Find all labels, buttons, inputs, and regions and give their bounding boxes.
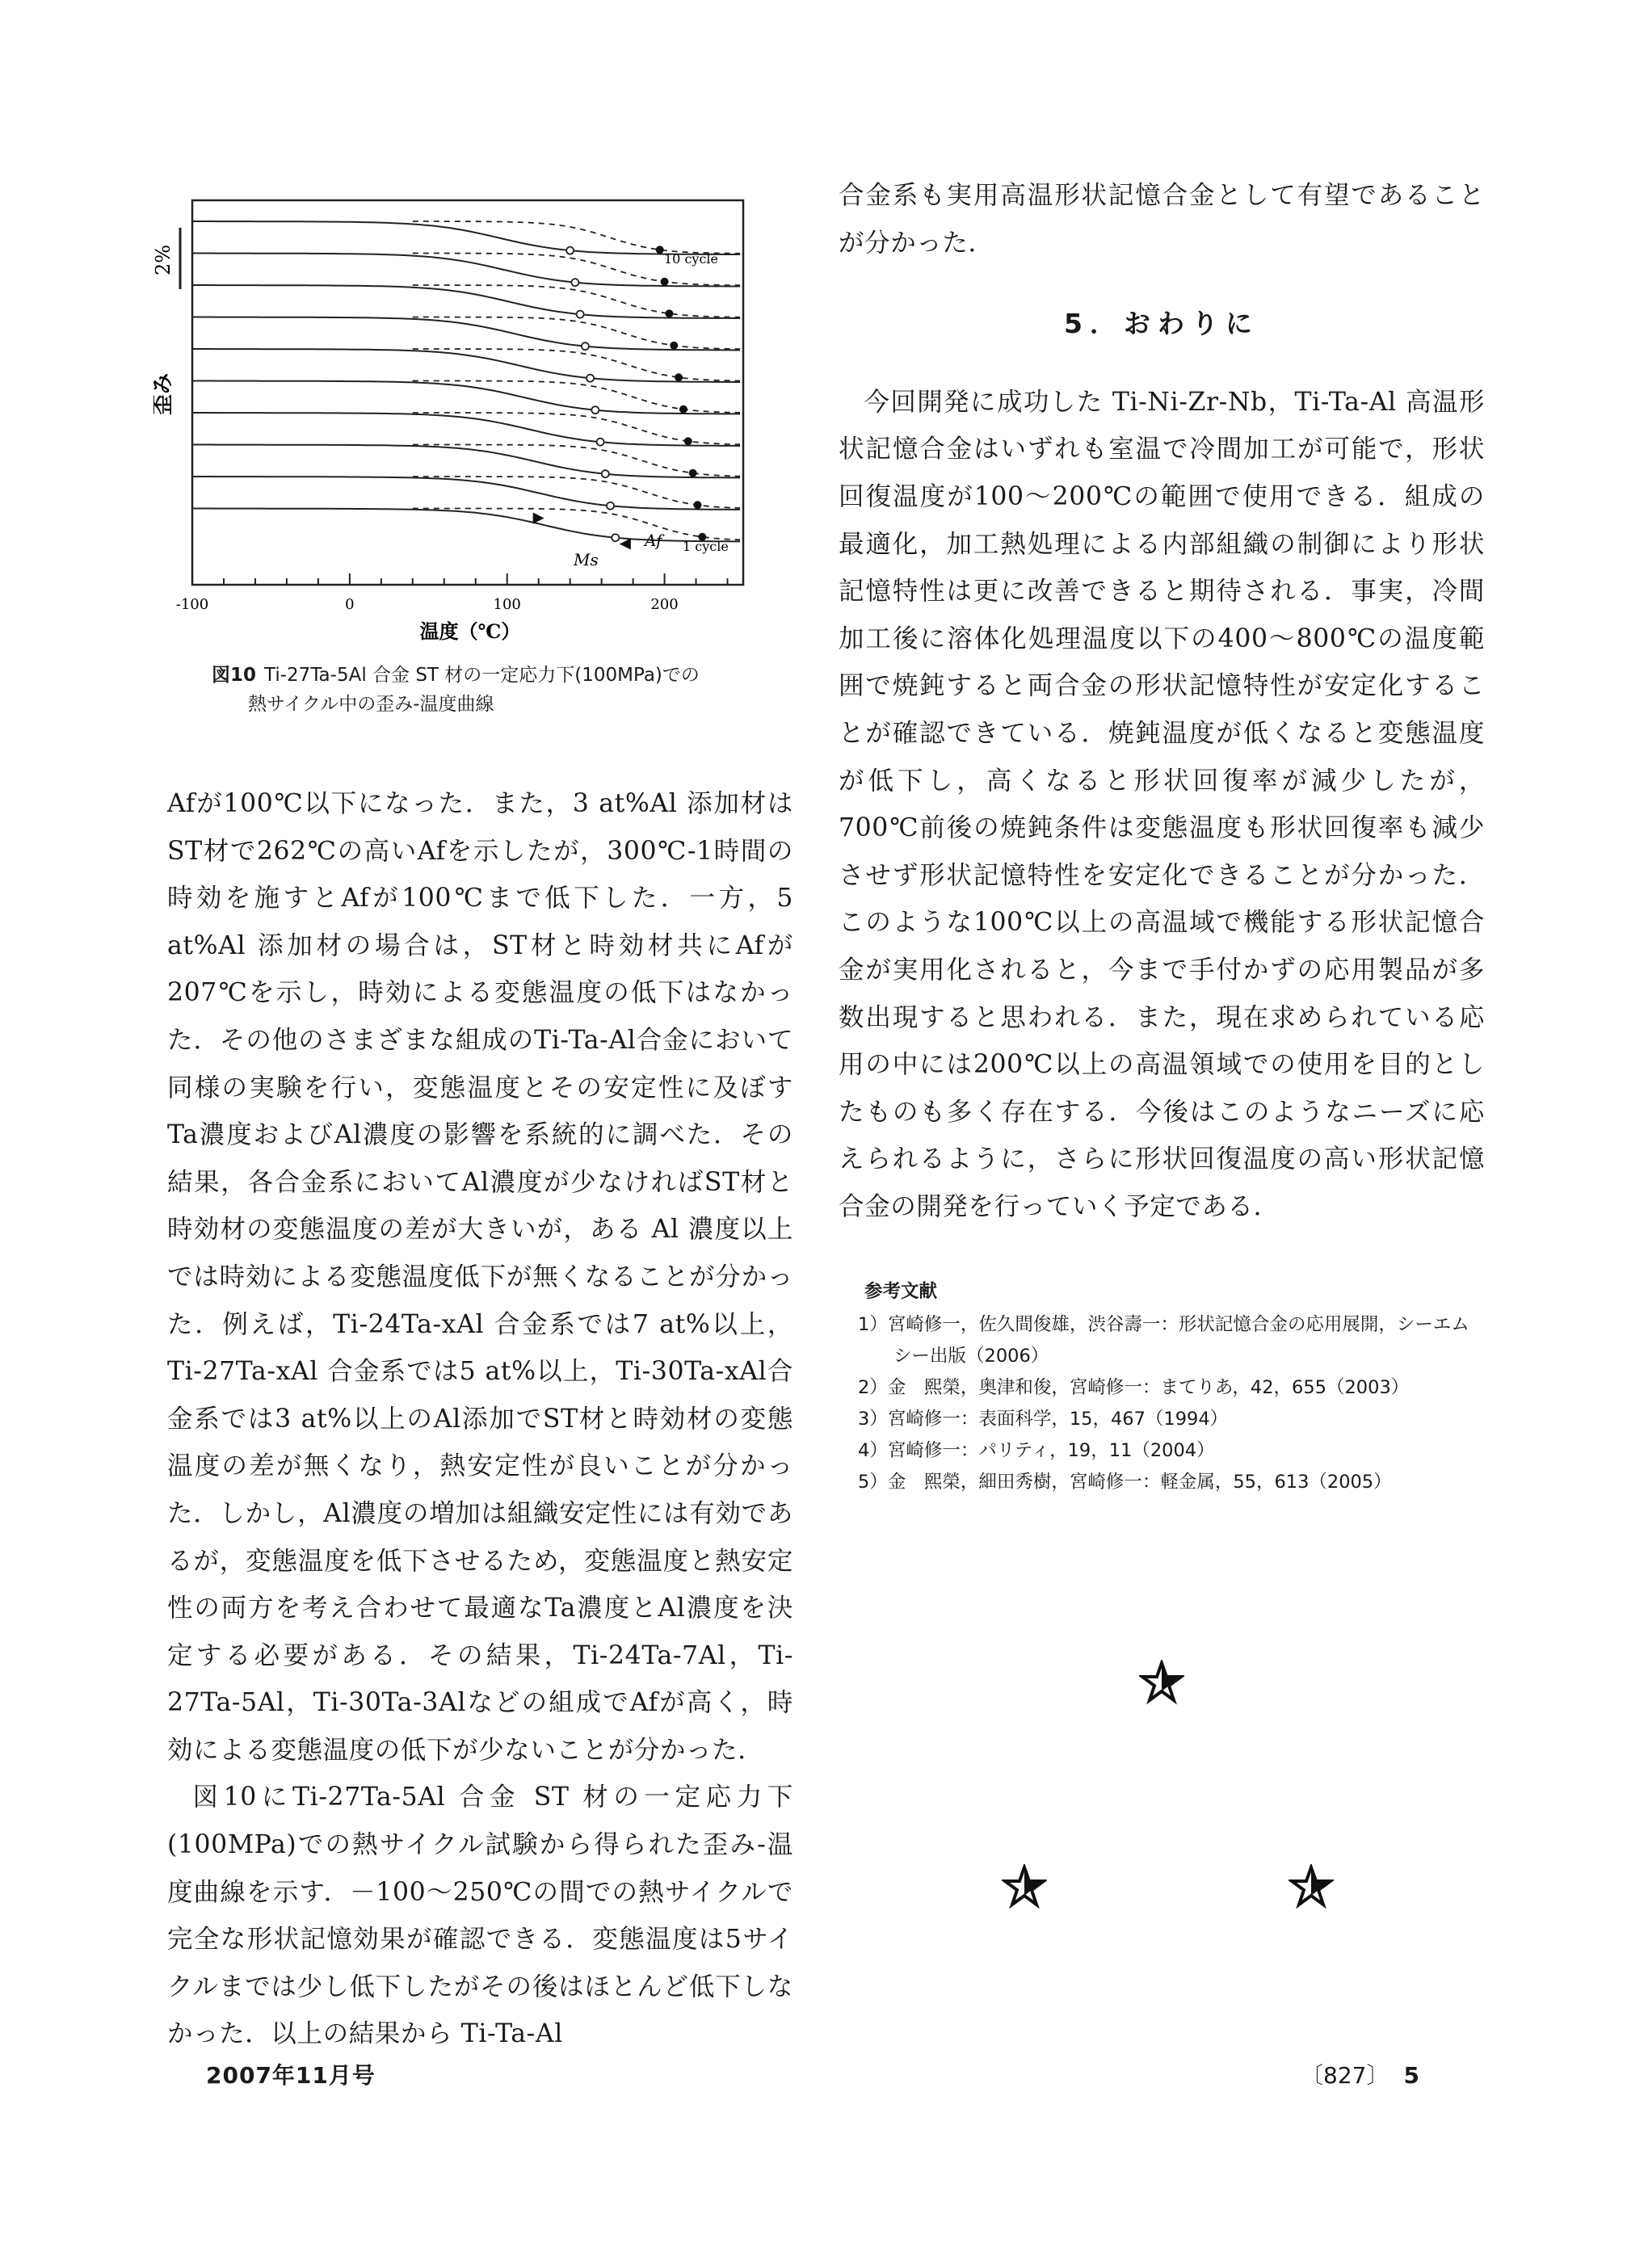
- cooling-curve: [192, 254, 740, 287]
- plot-frame: [192, 200, 743, 585]
- af-point: [665, 309, 673, 317]
- caption-line-1: Ti-27Ta-5Al 合金 ST 材の一定応力下(100MPa)での: [264, 665, 700, 686]
- ms-point: [612, 534, 619, 541]
- ms-point: [602, 470, 609, 477]
- paragraph: Afが100℃以下になった．また，3 at%Al 添加材はST材で262℃の高いAfを示したが，300℃-1時間の時効を施すとAfが100℃まで低下した．一方，5 at%Al 添加材の場合は，ST材と時効材共にAfが207℃を示し，時効による変態温度の低下はなかった．その他のさまざまな組成のTi-Ta-Al合金において同様の実験を行い，変態温度とその安定性に及ぼすTa濃度およびAl濃度の影響を系統的に調べた．その結果，各合金系においてAl濃度が少なければST材と時効材の変態温度の差が大きいが，ある Al 濃度以上では時効による変態温度低下が無くなることが分かった．例えば，Ti-24Ta-xAl 合金系では7 at%以上，Ti-27Ta-xAl 合金系では5 at%以上，Ti-30Ta-xAl合金系では3 at%以上のAl添加でST材と時効材の変態温度の差が無くなり，熱安定性が良いことが分かった．しかし，Al濃度の増加は組織安定性には有効であるが，変態温度を低下させるため，変態温度と熱安定性の両方を考え合わせて最適なTa濃度とAl濃度を決定する必要がある．その結果，Ti-24Ta-7Al，Ti-27Ta-5Al，Ti-30Ta-3Alなどの組成でAfが高く，時効による変態温度の低下が少ないことが分かった．: [167, 789, 793, 1765]
- x-axis-ticks: [176, 573, 728, 613]
- references-title: 参考文献: [864, 1281, 938, 1302]
- cooling-curve: [192, 413, 740, 446]
- heating-curve: [413, 317, 740, 350]
- figure-caption: [212, 661, 793, 719]
- ms-point: [582, 342, 589, 350]
- cooling-curve: [192, 445, 740, 478]
- issue-date: 2007年11月号: [206, 2062, 376, 2089]
- star-ornament-icon: [1139, 1660, 1184, 1705]
- heating-curve: [413, 509, 740, 540]
- x-tick-label: 100: [493, 596, 521, 613]
- strain-temperature-chart: [153, 194, 784, 646]
- x-tick-label: 0: [345, 596, 355, 613]
- annotation-af: Af: [645, 531, 662, 550]
- paragraph: 今回開発に成功した Ti-Ni-Zr-Nb，Ti-Ta-Al 高温形状記憶合金はいずれも室温で冷間加工が可能で，形状回復温度が100～200℃の範囲で使用できる．組成の最適化，加工熱処理による内部組織の制御により形状記憶特性は更に改善できると期待される．事実，冷間加工後に溶体化処理温度以下の400～800℃の温度範囲で焼鈍すると両合金の形状記憶特性が安定化することが確認できている．焼鈍温度が低くなると変態温度が低下し，高くなると形状回復率が減少したが，700℃前後の焼鈍条件は変態温度も形状回復率も減少させず形状記憶特性を安定化できることが分かった．このような100℃以上の高温域で機能する形状記憶合金が実用化されると，今まで手付かずの応用製品が多数出現すると思われる．また，現在求められている応用の中には200℃以上の高温領域での使用を目的としたものも多く存在する．今後はこのようなニーズに応えられるように，さらに形状回復温度の高い形状記憶合金の開発を行っていく予定である．: [839, 387, 1485, 1221]
- ms-point: [597, 439, 604, 446]
- reference-item: 2）金 熙榮，奥津和俊，宮崎修一：まてりあ，42，655（2003）: [858, 1377, 1410, 1398]
- figure-10: [153, 194, 784, 646]
- scale-bar-label: 2%: [153, 244, 174, 276]
- cooling-curve: [192, 317, 740, 351]
- ms-point: [577, 311, 584, 318]
- ms-point: [607, 502, 614, 510]
- right-column: [839, 172, 1485, 1230]
- bracket-page: 〔827〕: [1301, 2062, 1389, 2089]
- star-ornament-icon: [1002, 1864, 1047, 1909]
- paragraph: 図10にTi-27Ta-5Al 合金 ST 材の一定応力下(100MPa)での熱サイクル試験から得られた歪み-温度曲線を示す．－100～250℃の間での熱サイクルで完全な形状記憶効果が確認できる．変態温度は5サイクルまでは少し低下したがその後はほとんど低下しなかった．以上の結果から Ti-Ta-Al: [167, 1783, 793, 2049]
- page-num: 5: [1403, 2062, 1419, 2089]
- cooling-curve: [192, 285, 740, 318]
- section-heading: 5．おわりに: [1064, 308, 1259, 340]
- cooling-arrow-icon: [620, 539, 631, 550]
- af-point: [684, 437, 692, 445]
- heating-arrow-icon: [533, 513, 544, 524]
- cooling-curve: [192, 381, 740, 414]
- af-point: [693, 501, 701, 509]
- heating-curve: [413, 221, 740, 254]
- af-point: [675, 373, 683, 381]
- ms-point: [591, 406, 599, 414]
- x-tick-label: -100: [175, 596, 209, 613]
- ms-point: [571, 279, 578, 286]
- reference-item: 3）宮崎修一：表面科学，15，467（1994）: [858, 1409, 1229, 1430]
- annotation-ms: Ms: [574, 550, 599, 569]
- star-ornament-icon: [1289, 1864, 1334, 1909]
- cooling-curve: [192, 349, 740, 382]
- left-column: [167, 780, 793, 2058]
- references: [848, 1276, 1486, 1498]
- reference-item: 5）金 熙榮，細田秀樹，宮崎修一：軽金属，55，613（2005）: [858, 1472, 1392, 1493]
- af-point: [661, 278, 669, 286]
- caption-line-2: 熱サイクル中の歪み-温度曲線: [248, 694, 494, 715]
- af-point: [679, 405, 687, 414]
- af-point: [689, 469, 697, 477]
- heating-curve: [413, 477, 740, 508]
- ms-point: [566, 247, 574, 254]
- y-axis-label: 歪み: [153, 372, 175, 416]
- af-point: [670, 342, 678, 350]
- reference-item: 1）宮崎修一，佐久間俊雄，渋谷壽一：形状記憶合金の応用展開，シーエムシー出版（2006）: [858, 1314, 1469, 1367]
- ms-point: [586, 375, 594, 382]
- annotation-1-cycle: 1 cycle: [683, 539, 729, 554]
- annotation-10-cycle: 10 cycle: [664, 251, 718, 267]
- paragraph: 合金系も実用高温形状記憶合金として有望であることが分かった．: [839, 181, 1485, 258]
- reference-item: 4）宮崎修一：パリティ，19，11（2004）: [858, 1440, 1215, 1461]
- x-tick-label: 200: [650, 596, 679, 613]
- cooling-curve: [192, 477, 740, 510]
- figure-number: 図10: [212, 665, 257, 686]
- x-axis-label: 温度（℃）: [419, 620, 521, 643]
- page-number: [1301, 2058, 1419, 2090]
- curve-group: [192, 221, 740, 550]
- af-point: [656, 246, 664, 254]
